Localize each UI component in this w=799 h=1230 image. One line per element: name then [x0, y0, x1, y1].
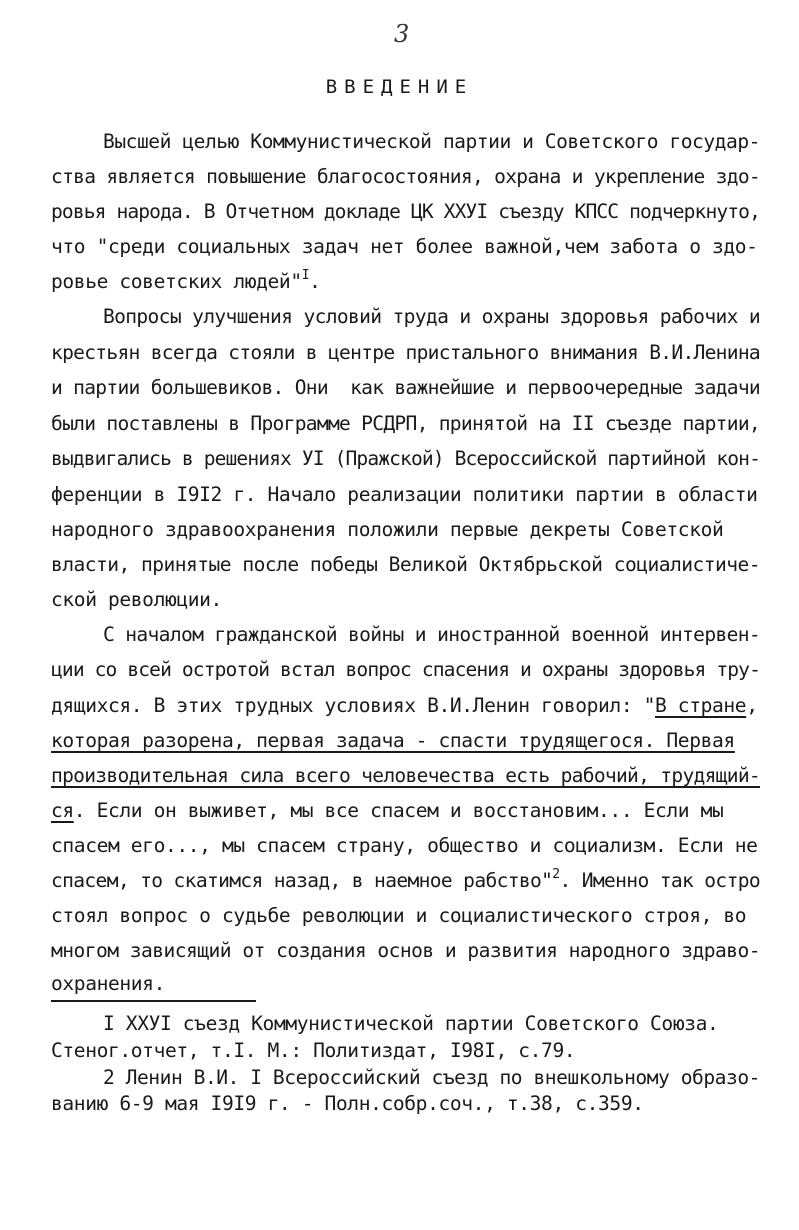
paragraph-2-line-7: народного здравоохранения положили первые декреты Советской: [51, 518, 724, 541]
lenin-quote-underlined: В стране: [655, 694, 747, 717]
paragraph-2-line-1: Вопросы улучшения условий труда и охраны здоровья рабочих и: [103, 305, 760, 328]
paragraph-2-line-6: ференции в I9I2 г. Начало реализации политики партии в области: [51, 483, 758, 506]
footnote-divider: [51, 1000, 256, 1002]
paragraph-2-line-2: крестьян всегда стояли в центре пристального внимания В.И.Ленина: [51, 341, 760, 364]
paragraph-1-line-5-text: ровье советских людей": [51, 270, 302, 293]
paragraph-3-line-9: стоял вопрос о судьбе революции и социалистического строя, во: [51, 904, 747, 927]
lenin-quote-underlined-line-2: которая разорена, первая задача - спасти трудящегося. Первая: [51, 729, 735, 752]
section-heading: ВВЕДЕНИЕ: [325, 76, 474, 98]
paragraph-3-line-3-text: дящихся. В этих трудных условиях В.И.Ленин говорил: ": [51, 694, 656, 717]
lenin-quote-underlined-end: ся: [51, 799, 74, 822]
footnote-1-line-2: Стеног.отчет, т.I. М.: Политиздат, I98I, с.79.: [51, 1039, 576, 1062]
paragraph-1-line-1: Высшей целью Коммунистической партии и Советского государ-: [103, 130, 760, 153]
paragraph-3-line-6-text: . Если он выживет, мы все спасем и восстановим... Если мы: [73, 799, 724, 822]
paragraph-3-line-2: ции со всей остротой встал вопрос спасения и охраны здоровья тру-: [51, 658, 760, 681]
page-number: 3: [394, 20, 410, 48]
paragraph-3-line-3: [51, 694, 758, 718]
paragraph-3-line-1: С началом гражданской войны и иностранной военной интервен-: [103, 623, 760, 646]
paragraph-2-line-5: выдвигались в решениях УI (Пражской) Всероссийской партийной кон-: [51, 447, 760, 470]
lenin-quote-underlined-line-3: производительная сила всего человечества есть рабочий, трудящий-: [51, 764, 760, 787]
paragraph-3-line-11: охранения.: [51, 972, 165, 995]
footnote-ref-1: I: [301, 268, 310, 283]
paragraph-3-line-3-comma: ,: [746, 694, 758, 717]
footnote-2-line-2: ванию 6-9 мая I9I9 г. - Полн.собр.соч., т.38, с.359.: [51, 1092, 644, 1115]
paragraph-2-line-3: и партии большевиков. Они как важнейшие и первоочередные задачи: [51, 376, 760, 399]
paragraph-2-line-8: власти, принятые после победы Великой Октябрьской социалистиче-: [51, 553, 760, 576]
footnote-ref-2: 2: [552, 867, 560, 882]
paragraph-1-line-5-end: .: [309, 270, 321, 293]
paragraph-1-line-5: [51, 270, 321, 294]
paragraph-3-line-8-text: спасем, то скатимся назад, в наемное рабство": [51, 869, 553, 892]
paragraph-3-line-10: многом зависящий от создания основ и развития народного здраво-: [51, 939, 760, 962]
paragraph-2-line-9: ской революции.: [51, 588, 222, 611]
paragraph-1-line-3: ровья народа. В Отчетном докладе ЦК ХХУI съезду КПСС подчеркнуто,: [51, 200, 760, 223]
paragraph-3-line-8-end: . Именно так остро: [559, 869, 760, 892]
paragraph-3-line-6: [51, 799, 723, 823]
paragraph-1-line-2: ства является повышение благосостояния, охрана и укрепление здо-: [51, 165, 760, 188]
paragraph-3-line-7: спасем его..., мы спасем страну, общество и социализм. Если не: [51, 834, 758, 857]
footnote-2-line-1: 2 Ленин В.И. I Всероссийский съезд по внешкольному образо-: [103, 1066, 760, 1089]
paragraph-3-line-8: [51, 869, 760, 893]
footnote-1-line-1: I ХХУI съезд Коммунистической партии Советского Союза.: [103, 1012, 719, 1035]
paragraph-2-line-4: были поставлены в Программе РСДРП, принятой на II съезде партии,: [51, 412, 760, 435]
paragraph-1-line-4: что "среди социальных задач нет более важной,чем забота о здо-: [51, 235, 758, 258]
